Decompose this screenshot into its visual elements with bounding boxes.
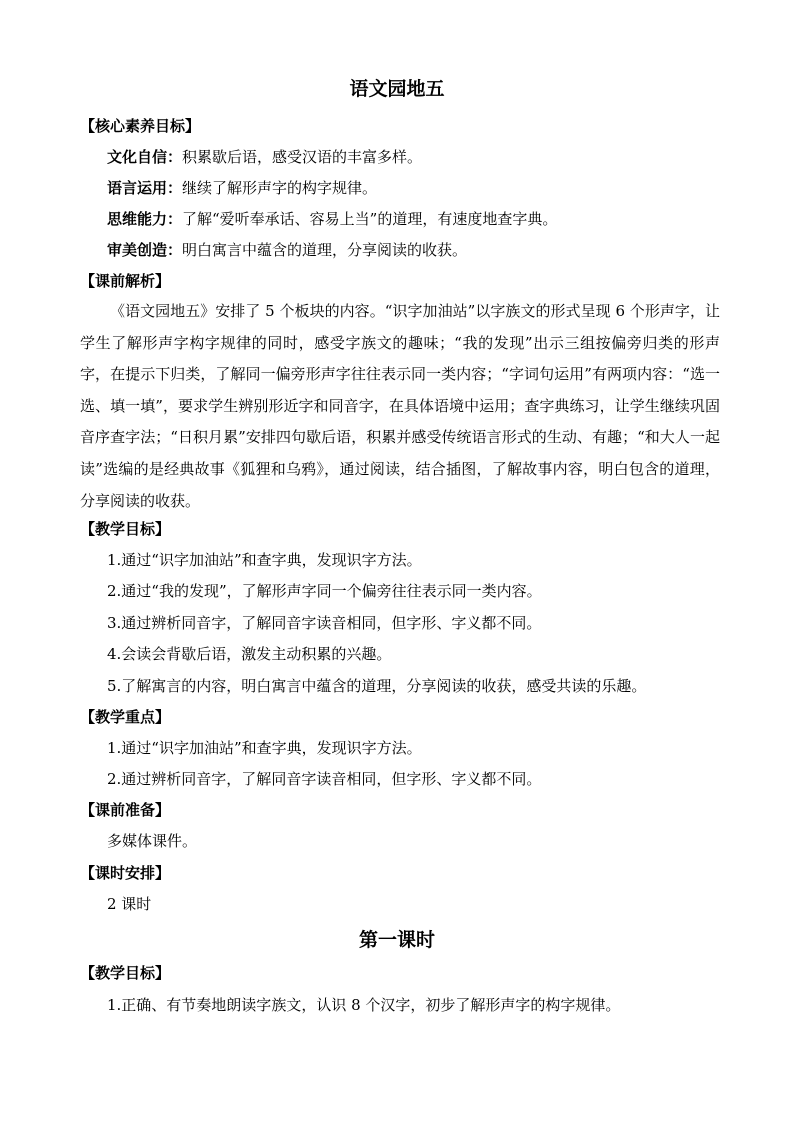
core-goal-label: 语言运用： bbox=[107, 179, 183, 197]
core-goal-text: 了解“爱听奉承话、容易上当”的道理，有速度地查字典。 bbox=[182, 210, 558, 228]
core-goal-text: 明白寓言中蕴含的道理，分享阅读的收获。 bbox=[182, 241, 468, 259]
teaching-goal-item: 1.通过“识字加油站”和查字典，发现识字方法。 bbox=[107, 551, 422, 569]
core-goal-label: 审美创造： bbox=[107, 241, 183, 259]
core-goal-aesthetics bbox=[107, 239, 467, 261]
section-heading-lesson-goals: 【教学目标】 bbox=[80, 964, 171, 982]
teaching-goal-item: 2.通过“我的发现”，了解形声字同一个偏旁往往表示同一类内容。 bbox=[107, 582, 542, 600]
page-title: 语文园地五 bbox=[349, 78, 445, 100]
lesson-title: 第一课时 bbox=[358, 929, 435, 951]
core-goal-text: 积累歇后语，感受汉语的丰富多样。 bbox=[182, 148, 423, 166]
section-heading-preparation: 【课前准备】 bbox=[80, 801, 171, 819]
section-heading-teaching-goals: 【教学目标】 bbox=[80, 520, 171, 538]
section-heading-focus: 【教学重点】 bbox=[80, 708, 171, 726]
teaching-goal-item: 4.会读会背歇后语，激发主动积累的兴趣。 bbox=[107, 645, 392, 663]
teaching-goal-item: 3.通过辨析同音字，了解同音字读音相同，但字形、字义都不同。 bbox=[107, 614, 542, 632]
analysis-paragraph: 《语文园地五》安排了 5 个板块的内容。“识字加油站”以字族文的形式呈现 6 个形声字，让学生了解形声字构字规律的同时，感受字族文的趣味；“我的发现”出示三组按偏旁归类的形声字，在提示下归类，了解同一偏旁形声字往往表示同一类内容；“字词句运用”有两项内容：“选一选、填一填”，要求学生辨别形近字和同音字，在具体语境中运用；查字典练习，让学生继续巩固音序查字法；“日积月累”安排四句歇后语，积累并感受传统语言形式的生动、有趣；“和大人一起读”选编的是经典故事《狐狸和乌鸦》，通过阅读，结合插图，了解故事内容，明白包含的道理，分享阅读的收获。 bbox=[80, 302, 720, 510]
lesson-goal-item: 1.正确、有节奏地朗读字族文，认识 8 个汉字，初步了解形声字的构字规律。 bbox=[107, 996, 621, 1014]
core-goal-label: 文化自信： bbox=[107, 148, 183, 166]
core-goal-language bbox=[107, 177, 377, 199]
focus-item: 2.通过辨析同音字，了解同音字读音相同，但字形、字义都不同。 bbox=[107, 770, 542, 788]
section-heading-schedule: 【课时安排】 bbox=[80, 864, 171, 882]
preparation-text: 多媒体课件。 bbox=[107, 832, 198, 850]
section-heading-core-literacy: 【核心素养目标】 bbox=[80, 117, 201, 135]
core-goal-text: 继续了解形声字的构字规律。 bbox=[182, 179, 378, 197]
focus-item: 1.通过“识字加油站”和查字典，发现识字方法。 bbox=[107, 739, 422, 757]
core-goal-label: 思维能力： bbox=[107, 210, 183, 228]
teaching-goal-item: 5.了解寓言的内容，明白寓言中蕴含的道理，分享阅读的收获，感受共读的乐趣。 bbox=[107, 677, 647, 695]
section-heading-analysis: 【课前解析】 bbox=[80, 272, 171, 290]
core-goal-thinking bbox=[107, 208, 557, 230]
core-goal-culture bbox=[107, 146, 422, 168]
schedule-text: 2 课时 bbox=[107, 895, 152, 913]
